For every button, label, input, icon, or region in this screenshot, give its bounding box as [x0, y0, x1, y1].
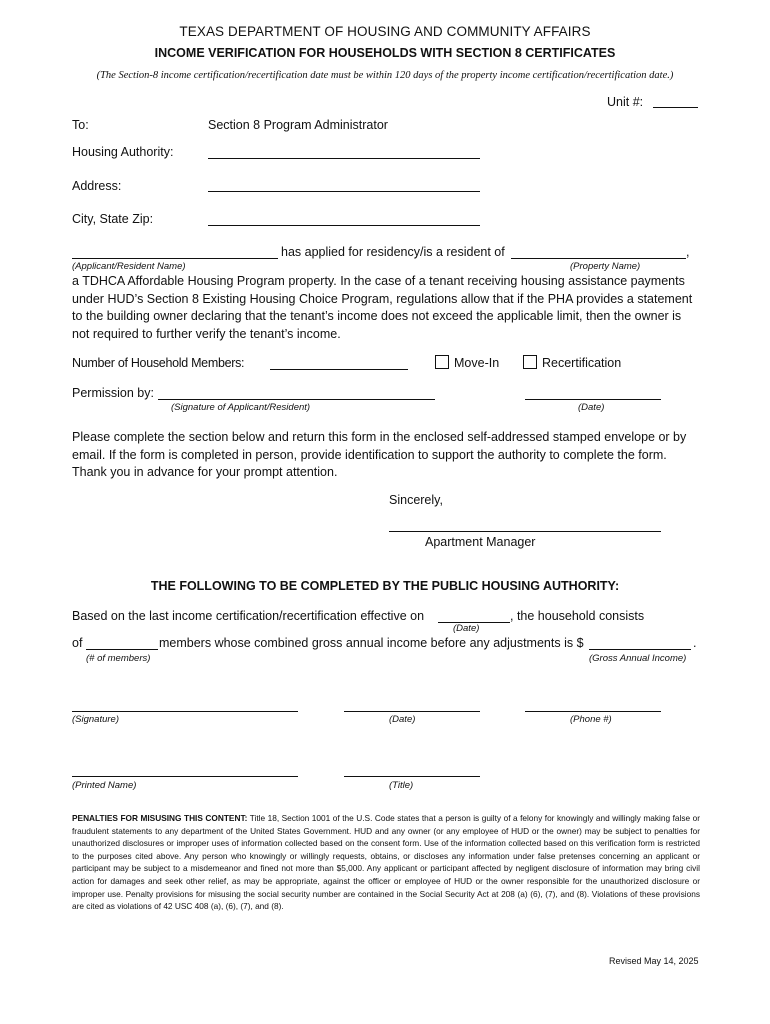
- pha-date-field[interactable]: [344, 711, 480, 712]
- housing-authority-field[interactable]: [208, 158, 480, 159]
- pha-heading: THE FOLLOWING TO BE COMPLETED BY THE PUBLIC HOUSING AUTHORITY:: [150, 579, 620, 593]
- move-in-label: Move-In: [454, 356, 500, 370]
- permission-label: Permission by:: [72, 386, 154, 400]
- penalties-heading: PENALTIES FOR MISUSING THIS CONTENT:: [72, 813, 248, 823]
- applicant-body: a TDHCA Affordable Housing Program property. In the case of a tenant receiving housing assistance payments under HUD’s Section 8 Existing Housing Choice Program, regulations allow that if the PHA provides a statement to the building owner declaring that the tenant’s income does not exceed the applicable limit, then the owner is not required to further verify the tenant’s income.: [72, 274, 693, 341]
- pha-sig-date-caption: (Date): [389, 714, 416, 725]
- to-label: To:: [72, 118, 89, 132]
- manager-signature-field[interactable]: [389, 531, 661, 532]
- permission-date-caption: (Date): [578, 402, 605, 413]
- revised-date: Revised May 14, 2025: [609, 956, 699, 966]
- pha-title-caption: (Title): [389, 780, 414, 791]
- to-value: Section 8 Program Administrator: [208, 118, 388, 132]
- form-note: (The Section-8 income certification/recertification date must be within 120 days of the property income certification/recertification date.): [96, 70, 674, 81]
- pha-line2-end: .: [693, 636, 697, 650]
- move-in-checkbox[interactable]: [435, 355, 449, 369]
- pha-title-field[interactable]: [344, 776, 480, 777]
- applicant-name-field[interactable]: [72, 258, 278, 259]
- city-state-zip-label: City, State Zip:: [72, 212, 154, 226]
- property-name-field[interactable]: [511, 258, 686, 259]
- pha-phone-field[interactable]: [525, 711, 661, 712]
- pha-income-field[interactable]: [589, 649, 691, 650]
- instructions: Please complete the section below and return this form in the enclosed self-addressed stamped envelope or by email. If the form is completed in person, provide identification to support the authority to complete the form. Thank you in advance for your prompt attention.: [72, 430, 687, 479]
- pha-printed-name-field[interactable]: [72, 776, 298, 777]
- form-title: INCOME VERIFICATION FOR HOUSEHOLDS WITH SECTION 8 CERTIFICATES: [154, 46, 616, 60]
- household-members-label: Number of Household Members:: [72, 356, 245, 370]
- address-field[interactable]: [208, 191, 480, 192]
- property-caption: (Property Name): [570, 261, 641, 272]
- permission-date-field[interactable]: [525, 399, 661, 400]
- pha-members-caption: (# of members): [86, 653, 151, 664]
- penalties-paragraph: [72, 812, 700, 913]
- pha-line1-end: , the household consists: [510, 609, 645, 623]
- pha-line1-start: Based on the last income certification/recertification effective on: [72, 609, 425, 623]
- permission-signature-caption: (Signature of Applicant/Resident): [171, 402, 311, 413]
- pha-members-field[interactable]: [86, 649, 158, 650]
- pha-line2-start: of: [72, 636, 83, 650]
- permission-signature-field[interactable]: [158, 399, 435, 400]
- city-state-zip-field[interactable]: [208, 225, 480, 226]
- pha-income-caption: (Gross Annual Income): [589, 653, 687, 664]
- applicant-caption: (Applicant/Resident Name): [72, 261, 186, 272]
- penalties-body: Title 18, Section 1001 of the U.S. Code states that a person is guilty of a felony for knowingly and willingly making false or fraudulent statements to any department of the United States Government. HUD and any owner (or any employee of HUD or the owner) may be subject to penalties for unauthorized disclosures or improper uses of information collected based on the consent form. Use of the information collected based on this verification form is restricted to the purposes cited above. Any person who knowingly or willingly requests, obtains, or discloses any information under false pretenses concerning an applicant or participant may be subject to a misdemeanor and fined not more than $5,000. Any applicant or participant affected by negligent disclosure of information may bring civil action for damages and seek other relief, as may be appropriate, against the officer or employee of HUD or the owner responsible for the unauthorized disclosure or improper use. Penalty provisions for misusing the social security number are contained in the Social Security Act at 208 (a) (6), (7), and (8). Violations of these provisions are cited as violations of 42 USC 408 (a), (6), (7), and (8).: [72, 813, 700, 912]
- unit-field[interactable]: [653, 107, 698, 108]
- recertification-checkbox[interactable]: [523, 355, 537, 369]
- applied-comma: ,: [686, 245, 690, 259]
- household-members-field[interactable]: [270, 369, 408, 370]
- sincerely: Sincerely,: [389, 493, 443, 507]
- recertification-label: Recertification: [542, 356, 622, 370]
- pha-signature-field[interactable]: [72, 711, 298, 712]
- apartment-manager: Apartment Manager: [425, 535, 536, 549]
- pha-date-caption: (Date): [453, 623, 480, 634]
- unit-label: Unit #:: [607, 95, 644, 109]
- pha-line2-mid: members whose combined gross annual income before any adjustments is $: [159, 636, 584, 650]
- agency-name: TEXAS DEPARTMENT OF HOUSING AND COMMUNITY AFFAIRS: [179, 24, 591, 39]
- pha-printed-name-caption: (Printed Name): [72, 780, 137, 791]
- address-label: Address:: [72, 179, 122, 193]
- pha-signature-caption: (Signature): [72, 714, 119, 725]
- housing-authority-label: Housing Authority:: [72, 145, 174, 159]
- applied-text: has applied for residency/is a resident of: [281, 245, 505, 259]
- pha-phone-caption: (Phone #): [570, 714, 612, 725]
